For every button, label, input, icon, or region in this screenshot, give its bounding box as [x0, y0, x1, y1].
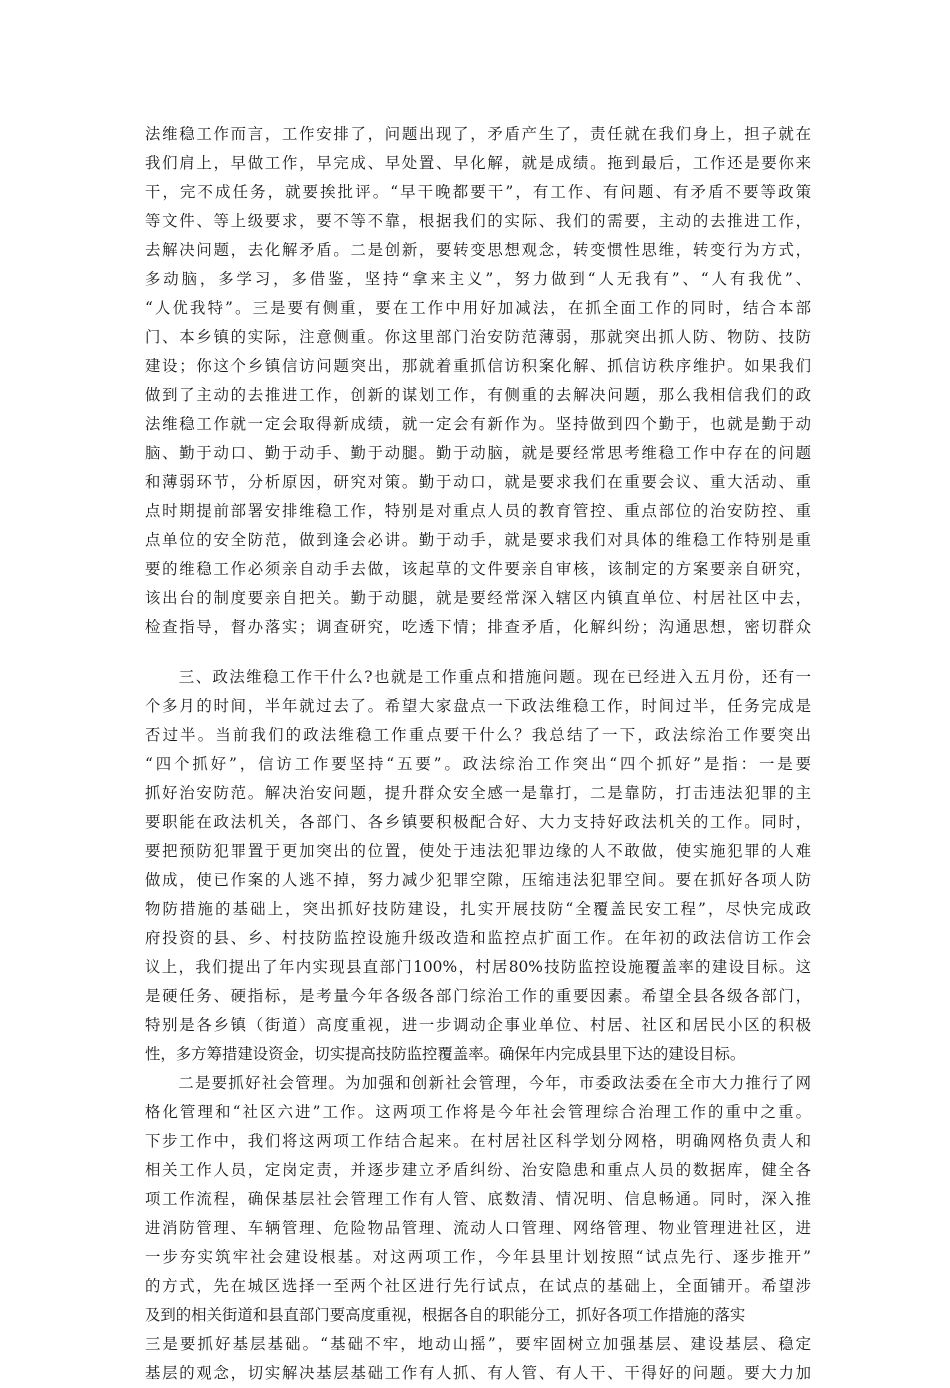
text-line: 一步夯实筑牢社会建设根基。对这两项工作，今年县里计划按照“试点先行、逐步推开”: [145, 1248, 811, 1266]
text-line: 干，完不成任务，就要挨批评。“早干晚都要干”，有工作、有问题、有矛盾不要等政策: [145, 183, 811, 201]
text-line: 三、政法维稳工作干什么?也就是工作重点和措施问题。现在已经进入五月份，还有一: [145, 668, 811, 686]
text-line: 物防措施的基础上，突出抓好技防建设，扎实开展技防“全覆盖民安工程”，尽快完成政: [145, 900, 811, 918]
paragraph-section-1: [145, 120, 811, 642]
text-line: 府投资的县、乡、村技防监控设施升级改造和监控点扩面工作。在年初的政法信访工作会: [145, 929, 811, 947]
text-line: “四个抓好”，信访工作要坚持“五要”。政法综治工作突出“四个抓好”是指：一是要: [145, 755, 811, 773]
text-line: 门、本乡镇的实际，注意侧重。你这里部门治安防范薄弱，那就突出抓人防、物防、技防: [145, 328, 811, 346]
text-line: 项工作流程，确保基层社会管理工作有人管、底数清、情况明、信息畅通。同时，深入推: [145, 1190, 811, 1208]
text-line: 个多月的时间，半年就过去了。希望大家盘点一下政法维稳工作，时间过半，任务完成是: [145, 697, 811, 715]
text-line: 相关工作人员，定岗定责，并逐步建立矛盾纠纷、治安隐患和重点人员的数据库，健全各: [145, 1161, 811, 1179]
text-line: 做到了主动的去推进工作，创新的谋划工作，有侧重的去解决问题，那么我相信我们的政: [145, 386, 811, 404]
text-line: 点单位的安全防范，做到逢会必讲。勤于动手，就是要求我们对具体的维稳工作特别是重: [145, 531, 811, 549]
section-gap: [145, 642, 811, 663]
text-line: 下步工作中，我们将这两项工作结合起来。在村居社区科学划分网格，明确网格负责人和: [145, 1132, 811, 1150]
text-line: 我们肩上，早做工作，早完成、早处置、早化解，就是成绩。拖到最后，工作还是要你来: [145, 154, 811, 172]
text-line: 该出台的制度要亲自把关。勤于动腿，就是要经常深入辖区内镇直单位、村居社区中去，: [145, 589, 811, 607]
text-line: 格化管理和“社区六进”工作。这两项工作将是今年社会管理综合治理工作的重中之重。: [145, 1103, 811, 1121]
text-line: 要职能在政法机关，各部门、各乡镇要积极配合好、大力支持好政法机关的工作。同时，: [145, 813, 811, 831]
text-line: 进消防管理、车辆管理、危险物品管理、流动人口管理、网络管理、物业管理进社区，进: [145, 1219, 811, 1237]
text-line: 三是要抓好基层基础。“基础不牢，地动山摇”，要牢固树立加强基层、建设基层、稳定: [145, 1335, 811, 1353]
text-line: 否过半。当前我们的政法维稳工作重点要干什么？我总结了一下，政法综治工作要突出: [145, 726, 811, 744]
text-line: 等文件、等上级要求，要不等不靠，根据我们的实际、我们的需要，主动的去推进工作，: [145, 212, 811, 230]
text-line: 是硬任务、硬指标，是考量今年各级各部门综治工作的重要因素。希望全县各级各部门，: [145, 987, 811, 1005]
text-line: 性，多方筹措建设资金，切实提高技防监控覆盖率。确保年内完成县里下达的建设目标。: [145, 1045, 746, 1063]
text-line: “人优我特”。三是要有侧重，要在工作中用好加减法，在抓全面工作的同时，结合本部: [145, 299, 811, 317]
text-line: 议上，我们提出了年内实现县直部门100%，村居80%技防监控设施覆盖率的建设目标。这: [145, 958, 811, 976]
text-line: 特别是各乡镇（街道）高度重视，进一步调动企事业单位、村居、社区和居民小区的积极: [145, 1016, 811, 1034]
text-line: 脑、勤于动口、勤于动手、勤于动腿。勤于动脑，就是要经常思考维稳工作中存在的问题: [145, 444, 811, 462]
text-line: 点时期提前部署安排维稳工作，特别是对重点人员的教育管控、重点部位的治安防控、重: [145, 502, 811, 520]
text-line: 多动脑，多学习，多借鉴，坚持“拿来主义”，努力做到“人无我有”、“人有我优”、: [145, 270, 811, 288]
text-line: 及到的相关街道和县直部门要高度重视，根据各自的职能分工，抓好各项工作措施的落实: [145, 1306, 746, 1324]
text-line: 抓好治安防范。解决治安问题，提升群众安全感一是靠打，二是靠防，打击违法犯罪的主: [145, 784, 811, 802]
paragraph-section-2: [145, 663, 811, 1388]
text-line: 和薄弱环节，分析原因，研究对策。勤于动口，就是要求我们在重要会议、重大活动、重: [145, 473, 811, 491]
text-line: 去解决问题，去化解矛盾。二是创新，要转变思想观念，转变惯性思维，转变行为方式，: [145, 241, 811, 259]
document-page: [145, 120, 811, 1388]
text-line: 的方式，先在城区选择一至两个社区进行先行试点，在试点的基础上，全面铺开。希望涉: [145, 1277, 811, 1295]
text-line: 要把预防犯罪置于更加突出的位置，使处于违法犯罪边缘的人不敢做，使实施犯罪的人难: [145, 842, 811, 860]
text-line: 法维稳工作就一定会取得新成绩，就一定会有新作为。坚持做到四个勤于，也就是勤于动: [145, 415, 811, 433]
text-line: 做成，使已作案的人逃不掉，努力减少犯罪空隙，压缩违法犯罪空间。要在抓好各项人防: [145, 871, 811, 889]
text-line: 法维稳工作而言，工作安排了，问题出现了，矛盾产生了，责任就在我们身上，担子就在: [145, 125, 811, 143]
text-line: 要的维稳工作必须亲自动手去做，该起草的文件要亲自审核，该制定的方案要亲自研究，: [145, 560, 811, 578]
text-line: 建设；你这个乡镇信访问题突出，那就着重抓信访积案化解、抓信访秩序维护。如果我们: [145, 357, 811, 375]
text-line: 基层的观念，切实解决基层基础工作有人抓、有人管、有人干、干得好的问题。要大力加: [145, 1364, 811, 1382]
text-line: 二是要抓好社会管理。为加强和创新社会管理，今年，市委政法委在全市大力推行了网: [145, 1074, 811, 1092]
text-line: 检查指导，督办落实；调查研究，吃透下情；排查矛盾，化解纠纷；沟通思想，密切群众: [145, 618, 811, 636]
